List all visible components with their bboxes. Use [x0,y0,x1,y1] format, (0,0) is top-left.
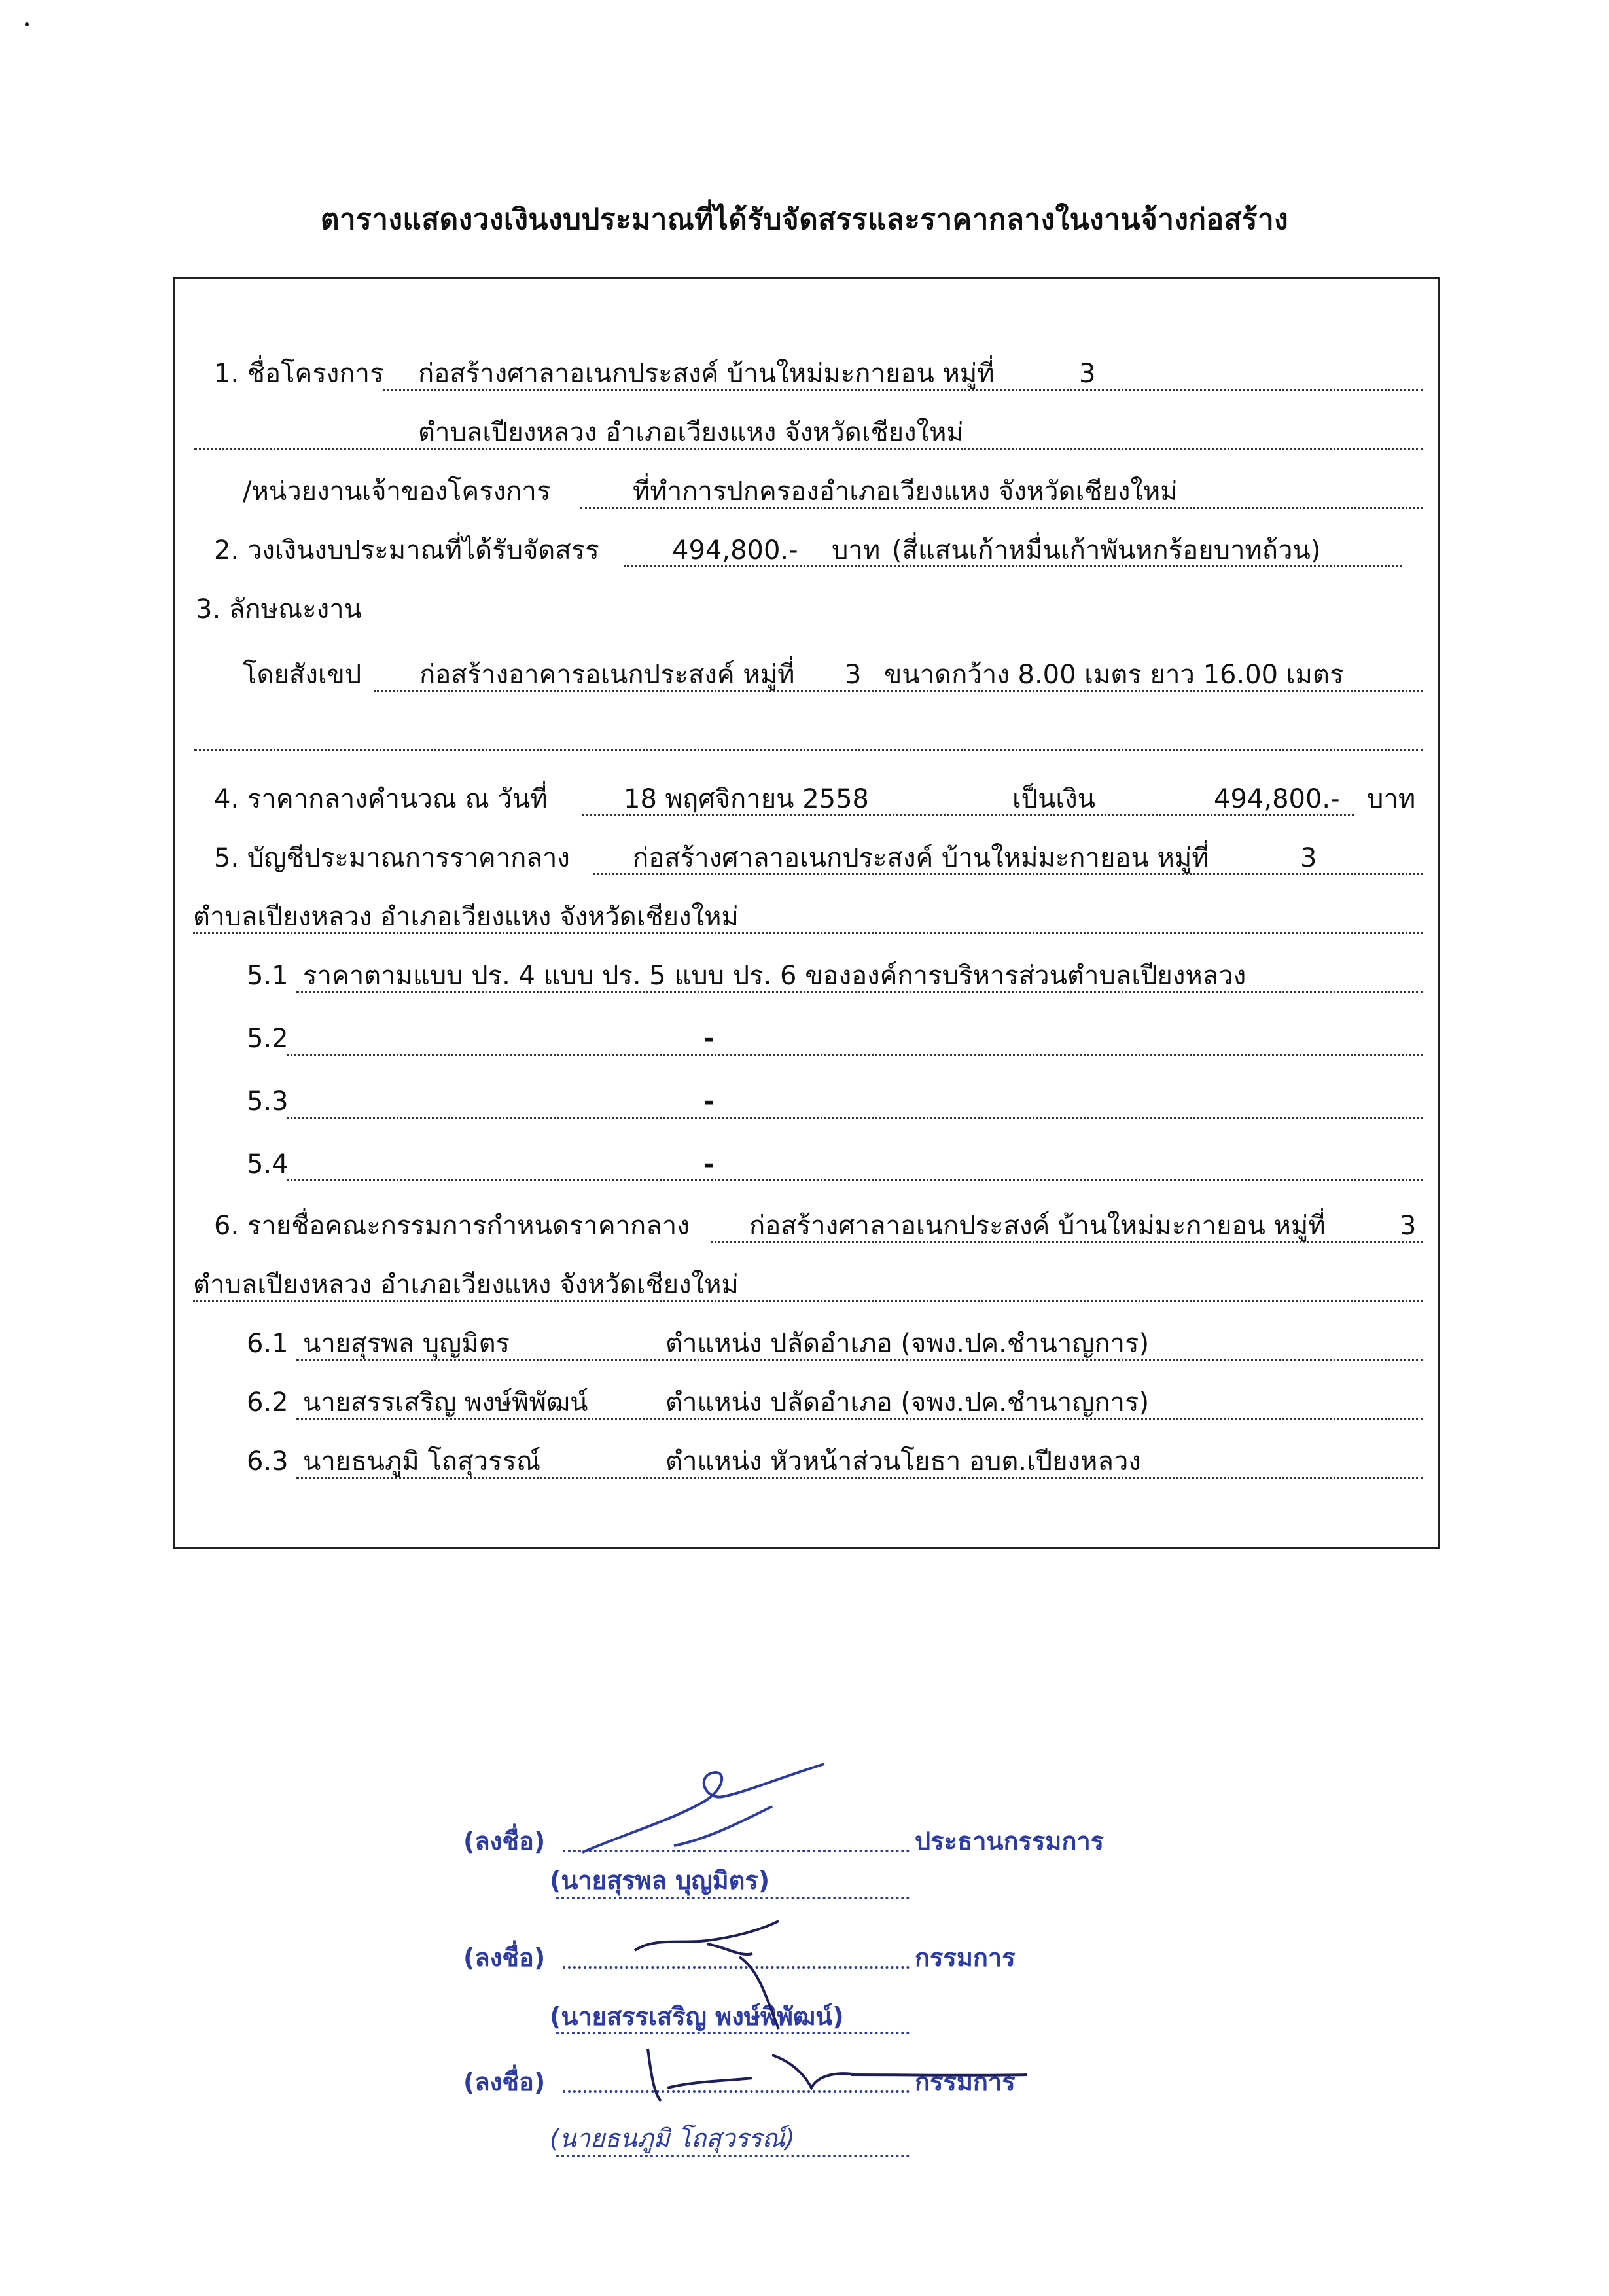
item5-sub2-row [175,1016,1441,1062]
item6-member1-name: นายสุรพล บุญมิตร [303,1329,510,1359]
item3-size: ขนาดกว้าง 8.00 เมตร ยาว 16.00 เมตร [884,660,1344,690]
item6-member3-position: ตำแหน่ง หัวหน้าส่วนโยธา อบต.เปียงหลวง [665,1446,1141,1477]
details-frame [173,277,1440,1549]
item6-member3-row [175,1439,1441,1484]
item5-sub4-text: - [703,1149,715,1179]
item4-label: 4. ราคากลางคำนวณ ณ วันที่ [214,784,548,814]
item3-label: 3. ลักษณะงาน [196,594,362,624]
document-title: ตารางแสดงวงเงินงบประมาณที่ได้รับจัดสรรและราคากลางในงานจ้างก่อสร้าง [320,203,1289,236]
item3-dotline [374,690,1423,692]
item2-words: (สี่แสนเก้าหมื่นเก้าพันหกร้อยบาทถ้วน) [892,535,1321,565]
item1-row [175,351,1441,397]
item6-moo: 3 [1400,1211,1417,1241]
item1-value: ก่อสร้างศาลาอเนกประสงค์ บ้านใหม่มะกายอน หมู่ที่ [418,359,995,389]
sig2-name: (นายสรรเสริญ พงษ์พิพัฒน์) [550,2002,844,2031]
item5-line2: ตำบลเปียงหลวง อำเภอเวียงแหง จังหวัดเชียงใหม่ [193,902,739,932]
item6-member1-row [175,1321,1441,1367]
item4-unit: บาท [1367,784,1416,814]
item4-dotline [582,814,1354,816]
item6-row2 [175,1262,1441,1308]
item3-row2 [175,652,1441,698]
sig2-role: กรรมการ [915,1943,1016,1972]
item2-unit: บาท [832,535,881,565]
item5-row [175,835,1441,881]
item3-summary-value: ก่อสร้างอาคารอเนกประสงค์ หมู่ที่ [419,660,795,690]
item5-sub1-row [175,953,1441,999]
item1-line2: ตำบลเปียงหลวง อำเภอเวียงแหง จังหวัดเชียงใหม่ [418,418,964,448]
sig1-sign-label: (ลงชื่อ) [463,1827,546,1856]
signature-3-mark [641,2036,1034,2108]
item5-sub4-row [175,1141,1441,1187]
item5-dotline2 [193,932,1423,934]
item2-dotline [624,565,1402,567]
item1-agency-value: ที่ทำการปกครองอำเภอเวียงแหง จังหวัดเชียงใหม่ [633,476,1178,507]
item4-date: 18 พฤศจิกายน 2558 [624,784,869,814]
item1-dotline3 [580,507,1423,509]
item2-row [175,528,1441,573]
item6-member2-row [175,1380,1441,1426]
item6-row [175,1203,1441,1249]
item6-member2-dotline [296,1418,1423,1420]
item5-sub2-num: 5.2 [247,1024,289,1054]
item5-sub4-dotline [287,1179,1423,1181]
sig3-name: (นายธนภูมิ โถสุวรรณ์) [550,2124,795,2153]
item5-label: 5. บัญชีประมาณการราคากลาง [214,843,570,873]
item4-amount: 494,800.- [1214,784,1340,814]
item6-dotline2 [193,1300,1423,1302]
item3-summary-label: โดยสังเขป [243,660,362,690]
item4-row [175,776,1441,822]
item5-sub3-text: - [703,1086,715,1117]
item3-moo: 3 [845,660,862,690]
item6-line2: ตำบลเปียงหลวง อำเภอเวียงแหง จังหวัดเชียงใหม่ [193,1270,739,1300]
sig1-name: (นายสุรพล บุญมิตร) [550,1866,770,1895]
item1-label: 1. ชื่อโครงการ [214,359,384,389]
item6-label: 6. รายชื่อคณะกรรมการกำหนดราคากลาง [214,1211,690,1241]
item6-member2-num: 6.2 [247,1388,289,1418]
sig3-name-dotline [556,2155,910,2157]
item3-dotline2 [194,749,1423,751]
item6-member1-dotline [296,1359,1423,1361]
item1-dotline2 [194,448,1423,450]
item5-sub1-dotline [296,991,1423,993]
item6-value: ก่อสร้างศาลาอเนกประสงค์ บ้านใหม่มะกายอน หมู่ที่ [749,1211,1326,1241]
sig1-role: ประธานกรรมการ [915,1827,1105,1856]
item6-dotline [711,1241,1423,1243]
item1-moo: 3 [1079,359,1096,389]
item5-sub4-num: 5.4 [247,1149,289,1179]
item6-member3-name: นายธนภูมิ โถสุวรรณ์ [303,1446,541,1477]
item5-row2 [175,894,1441,940]
item3-row [175,586,1441,632]
item4-amount-label: เป็นเงิน [1012,784,1095,814]
item5-sub2-dotline [287,1054,1423,1056]
item6-member2-name: นายสรรเสริญ พงษ์พิพัฒน์ [303,1388,588,1418]
sig1-name-dotline [556,1897,910,1899]
item1-row3 [175,469,1441,514]
item5-sub3-dotline [287,1117,1423,1119]
sig2-sign-label: (ลงชื่อ) [463,1943,546,1972]
item5-dotline [593,873,1423,875]
scan-mark [25,22,29,26]
item5-value: ก่อสร้างศาลาอเนกประสงค์ บ้านใหม่มะกายอน หมู่ที่ [633,843,1209,873]
item5-moo: 3 [1300,843,1317,873]
item5-sub3-row [175,1079,1441,1124]
item2-amount: 494,800.- [672,535,798,565]
signature-2-mark [628,1918,864,2036]
item1-dotline [383,389,1423,391]
item3-row3 [175,711,1441,757]
item1-row2 [175,410,1441,456]
sig3-sign-label: (ลงชื่อ) [463,2068,546,2096]
item6-member3-num: 6.3 [247,1446,289,1477]
item6-member2-position: ตำแหน่ง ปลัดอำเภอ (จพง.ปค.ชำนาญการ) [665,1388,1150,1418]
item6-member3-dotline [296,1477,1423,1479]
item5-sub3-num: 5.3 [247,1086,289,1117]
item5-sub1-text: ราคาตามแบบ ปร. 4 แบบ ปร. 5 แบบ ปร. 6 ขององค์การบริหารส่วนตำบลเปียงหลวง [303,961,1247,991]
item6-member1-position: ตำแหน่ง ปลัดอำเภอ (จพง.ปค.ชำนาญการ) [665,1329,1150,1359]
signature-1-mark [576,1761,838,1859]
sig3-role: กรรมการ [915,2068,1016,2096]
item5-sub1-num: 5.1 [247,961,289,991]
item2-label: 2. วงเงินงบประมาณที่ได้รับจัดสรร [214,535,599,565]
item6-member1-num: 6.1 [247,1329,289,1359]
item5-sub2-text: - [703,1024,715,1054]
item1-agency-label: /หน่วยงานเจ้าของโครงการ [243,476,551,507]
